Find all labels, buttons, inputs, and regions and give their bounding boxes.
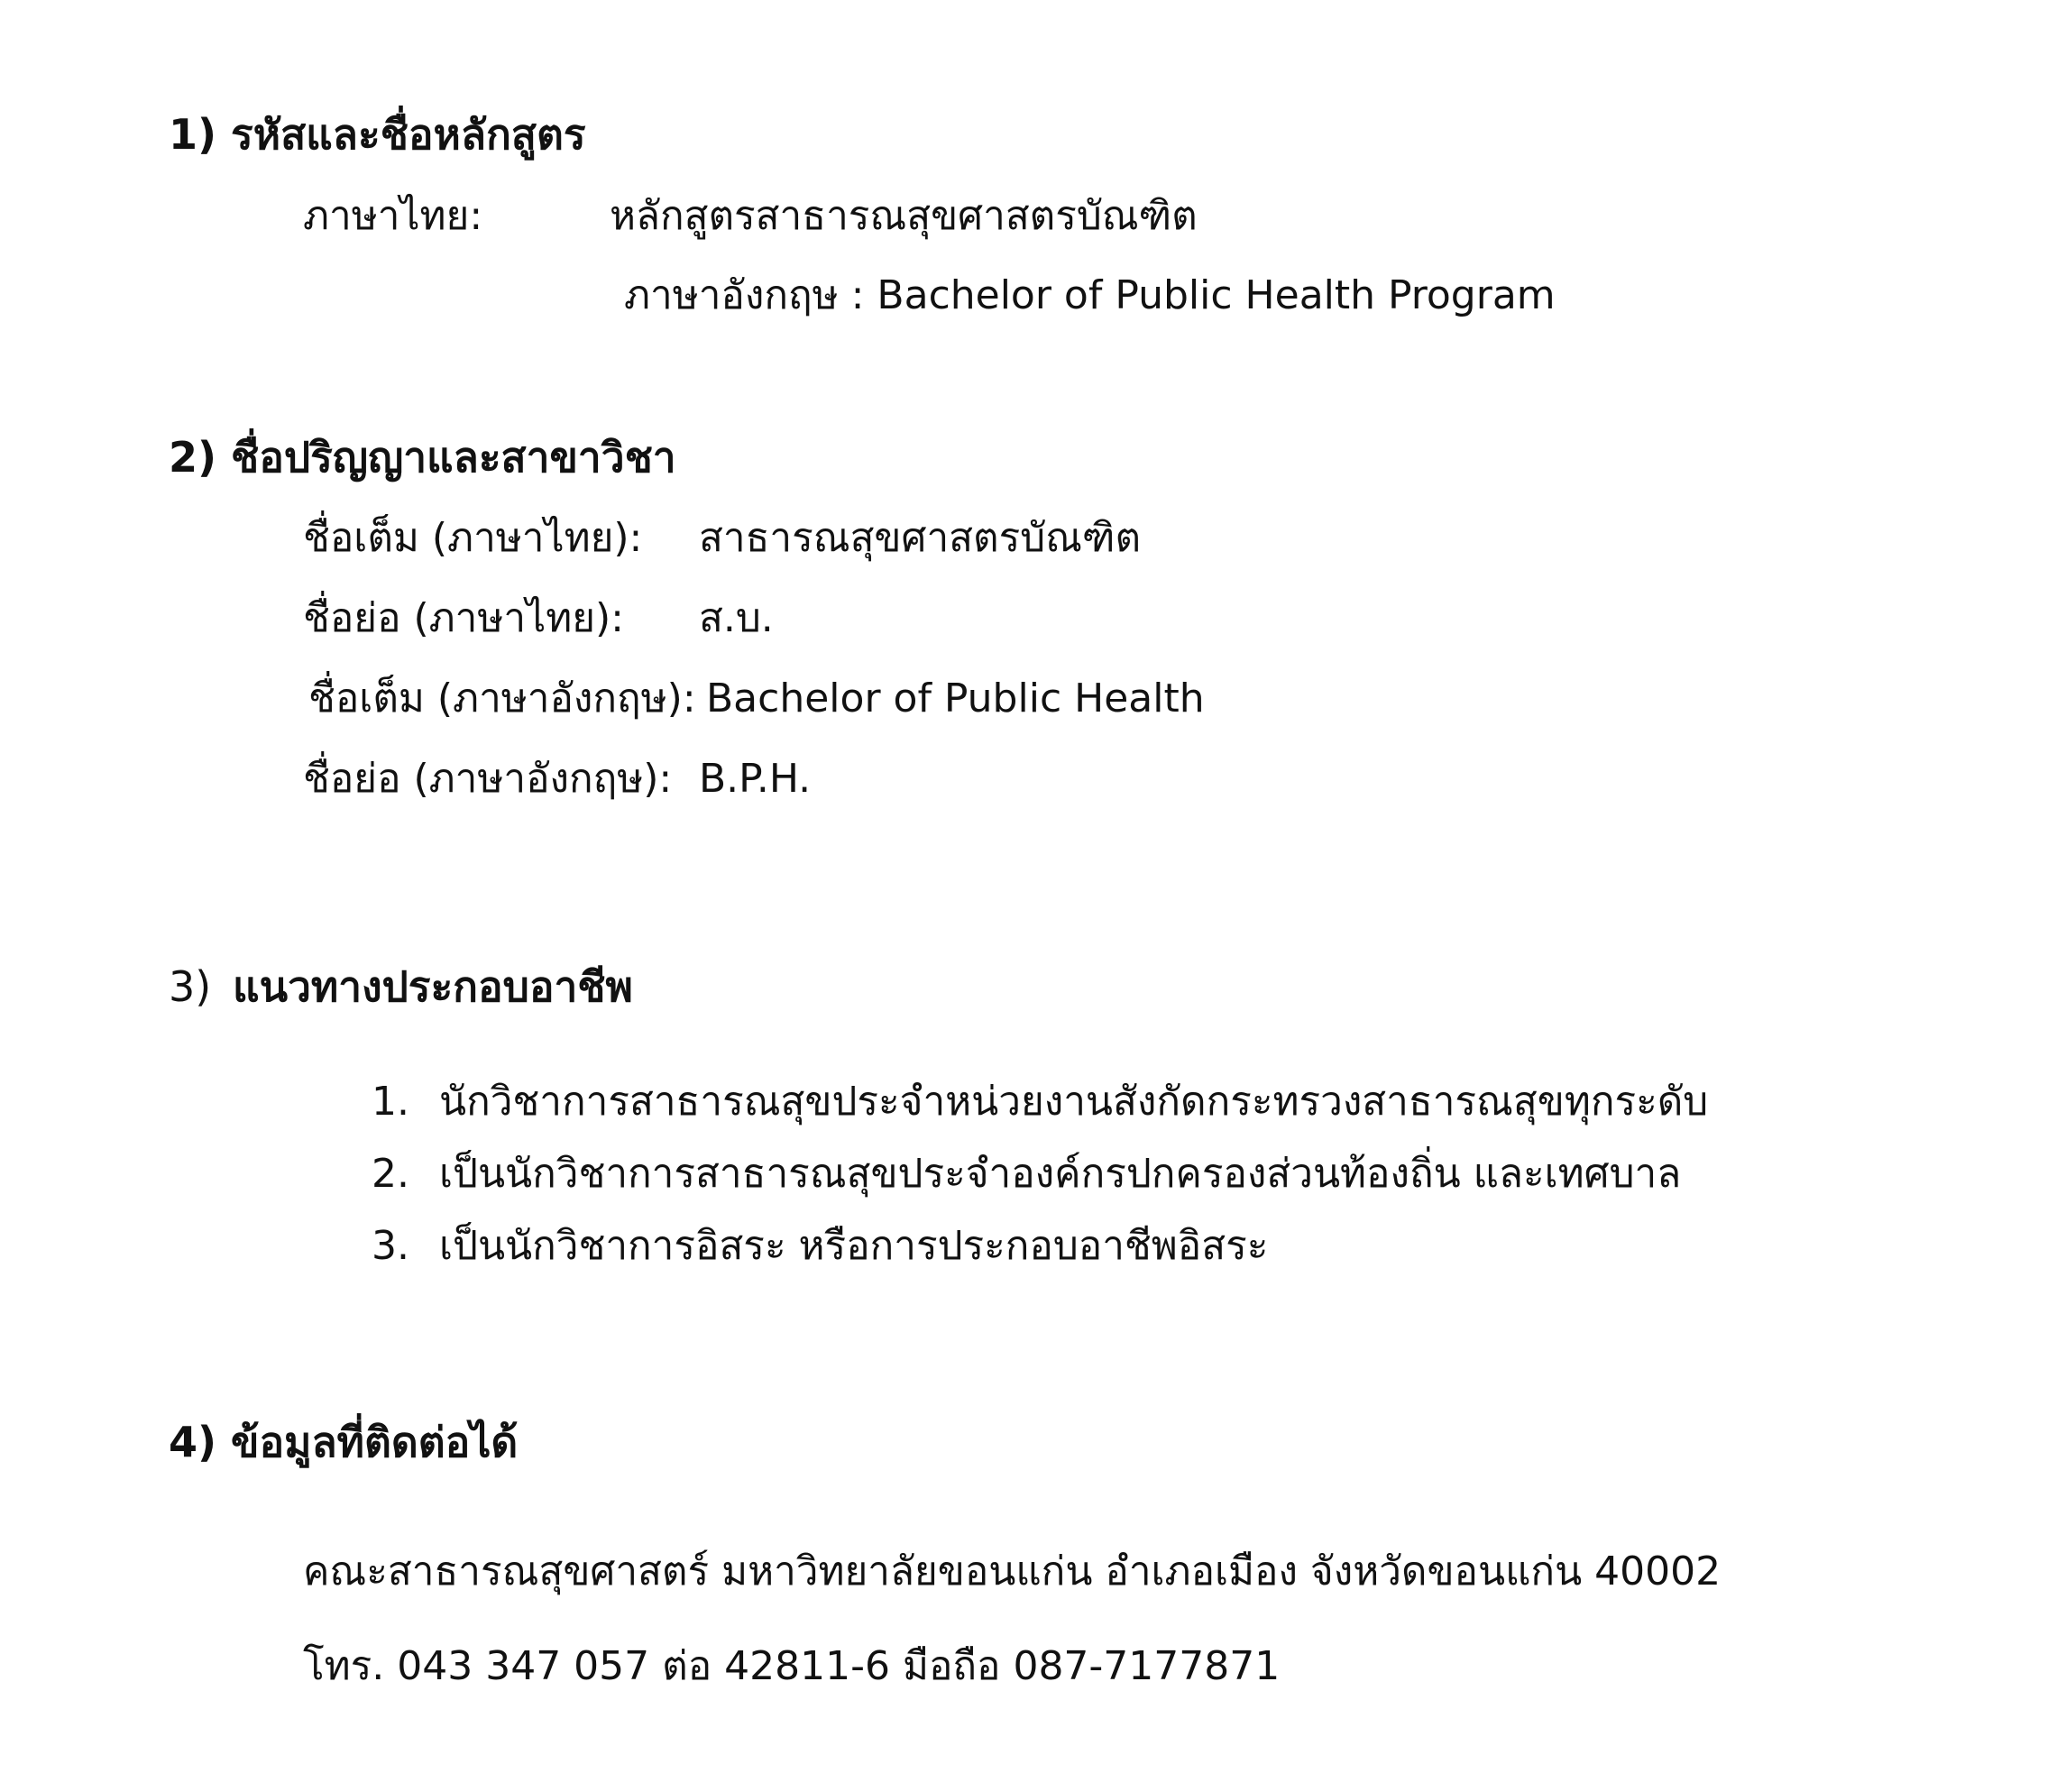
thai-name-value: หลักสูตรสาธารณสุขศาสตรบัณฑิต <box>610 193 1198 239</box>
career-item-text: เป็นนักวิชาการสาธารณสุขประจำองค์กรปกครองส่วนท้องถิ่น และเทศบาล <box>439 1151 1682 1197</box>
thai-name-label: ภาษาไทย: <box>303 193 483 239</box>
career-item-number: 1. <box>372 1079 409 1125</box>
section-4-heading: 4) ข้อมูลที่ติดต่อได้ <box>169 1418 519 1466</box>
english-name-line: ภาษาอังกฤษ : Bachelor of Public Health Program <box>624 272 1556 318</box>
career-item-text: เป็นนักวิชาการอิสระ หรือการประกอบอาชีพอิสระ <box>439 1223 1269 1269</box>
degree-row-value: สาธารณสุขศาสตรบัณฑิต <box>699 515 1142 561</box>
section-3-heading: แนวทางประกอบอาชีพ <box>233 962 633 1011</box>
career-item-number: 2. <box>372 1151 409 1197</box>
degree-row-label: ชื่อเต็ม (ภาษาไทย): <box>303 515 643 561</box>
contact-phone: โทร. 043 347 057 ต่อ 42811-6 มือถือ 087-7177871 <box>303 1643 1281 1689</box>
career-item-text: นักวิชาการสาธารณสุขประจำหน่วยงานสังกัดกระทรวงสาธารณสุขทุกระดับ <box>439 1079 1709 1125</box>
degree-row-value: ส.บ. <box>699 595 774 641</box>
contact-address: คณะสาธารณสุขศาสตร์ มหาวิทยาลัยขอนแก่น อำเภอเมือง จังหวัดขอนแก่น 40002 <box>303 1548 1722 1594</box>
degree-row-value: Bachelor of Public Health <box>706 675 1205 721</box>
degree-row-label: ชื่อเต็ม (ภาษาอังกฤษ): <box>308 675 696 721</box>
section-2-heading: 2) ชื่อปริญญาและสาขาวิชา <box>169 433 676 482</box>
degree-row-value: B.P.H. <box>699 756 812 802</box>
career-item-number: 3. <box>372 1223 409 1269</box>
section-1-heading: 1) รหัสและชื่อหลักสูตร <box>169 110 586 159</box>
section-3-number: 3) <box>169 962 212 1011</box>
degree-row-label: ชื่อย่อ (ภาษาไทย): <box>303 595 624 641</box>
degree-row-label: ชื่อย่อ (ภาษาอังกฤษ): <box>303 756 673 802</box>
